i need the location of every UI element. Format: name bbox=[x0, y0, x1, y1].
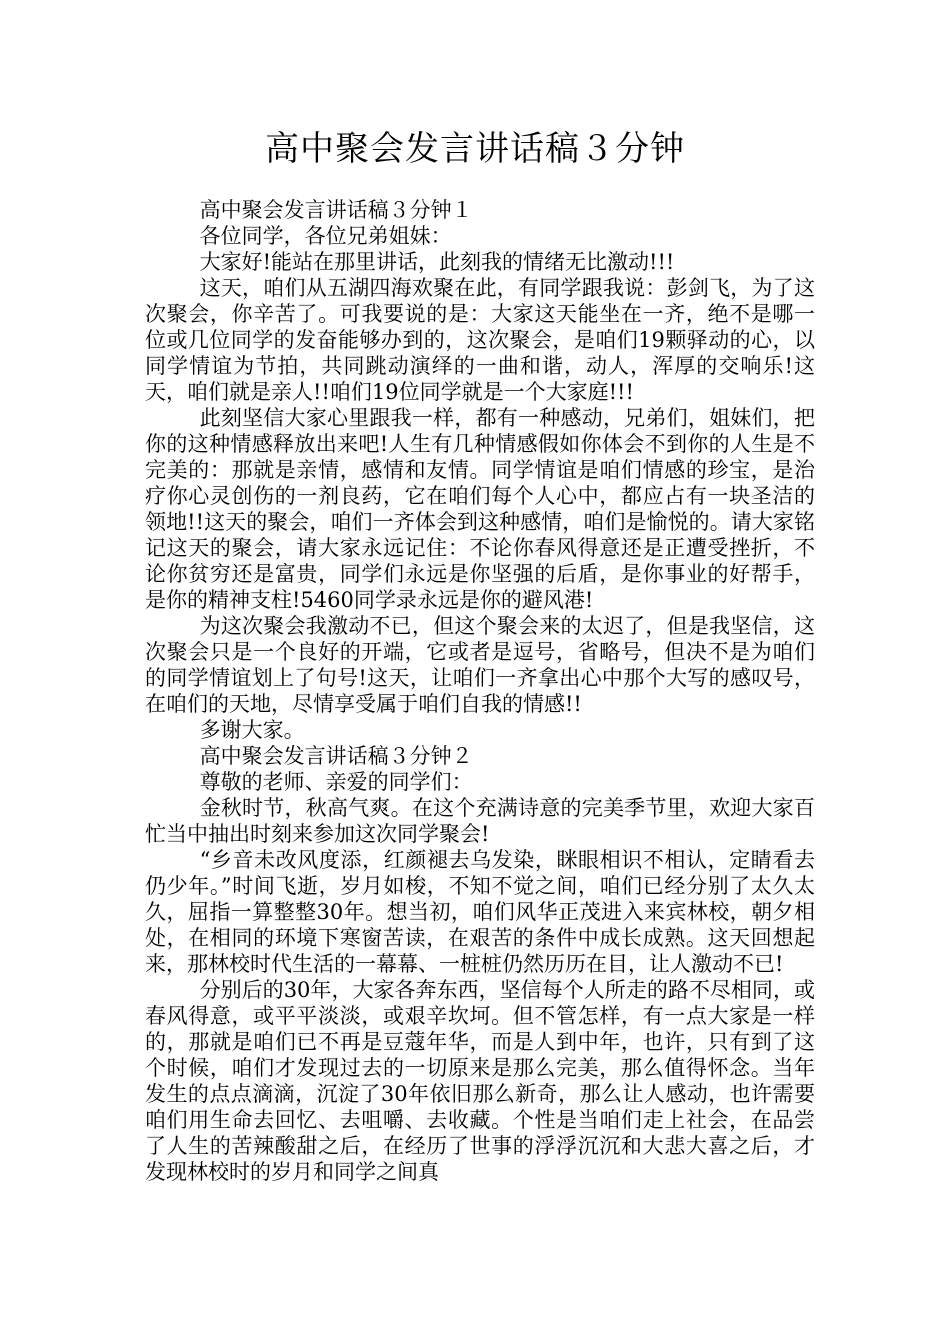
document-title: 高中聚会发言讲话稿３分钟 bbox=[265, 129, 685, 169]
paragraph-beginning: 为这次聚会我激动不已，但这个聚会来的太迟了，但是我坚信，这次聚会只是一个良好的开端，它或者是逗号，省略号，但决不是为咱们的同学情谊划上了句号!这天，让咱们一齐拿出心中那个大写的感叹号，在咱们的天地，尽情享受属于咱们自我的情感!! bbox=[145, 614, 815, 716]
paragraph-thirty-years: 分别后的30年，大家各奔东西，坚信每个人所走的路不尽相同，或春风得意，或平平淡淡，或艰辛坎坷。但不管怎样，有一点大家是一样的，那就是咱们已不再是豆蔻年华，而是人到中年，也许，只有到了这个时候，咱们才发现过去的一切原来是那么完美，那么值得怀念。当年发生的点点滴滴，沉淀了30年依旧那么新奇，那么让人感动，也许需要咱们用生命去回忆、去咀嚼、去收藏。个性是当咱们走上社会，在品尝了人生的苦辣酸甜之后，在经历了世事的浮浮沉沉和大悲大喜之后，才发现林校时的岁月和同学之间真 bbox=[145, 978, 815, 1184]
section-heading-1: 高中聚会发言讲话稿３分钟１ bbox=[199, 198, 473, 222]
paragraph-emotion: 此刻坚信大家心里跟我一样，都有一种感动，兄弟们，姐妹们，把你的这种情感释放出来吧!人生有几种情感假如你体会不到你的人生是不完美的：那就是亲情，感情和友情。同学情谊是咱们情感的珍宝，是治疗你心灵创伤的一剂良药，它在咱们每个人心中，都应占有一块圣洁的领地!!这天的聚会，咱们一齐体会到这种感情，咱们是愉悦的。请大家铭记这天的聚会，请大家永远记住：不论你春风得意还是正遭受挫折，不论你贫穷还是富贵，同学们永远是你坚强的后盾，是你事业的好帮手，是你的精神支柱!5460同学录永远是你的避风港! bbox=[145, 406, 815, 612]
paragraph-gathering: 这天，咱们从五湖四海欢聚在此，有同学跟我说：彭剑飞，为了这次聚会，你辛苦了。可我要说的是：大家这天能坐在一齐，绝不是哪一位或几位同学的发奋能够办到的，这次聚会，是咱们19颗驿动的心，以同学情谊为节拍，共同跳动演绎的一曲和谐，动人，浑厚的交响乐!这天，咱们就是亲人!!咱们19位同学就是一个大家庭!!! bbox=[145, 276, 815, 404]
paragraph-greeting: 大家好!能站在那里讲话，此刻我的情绪无比激动!!! bbox=[199, 250, 675, 274]
section-heading-2: 高中聚会发言讲话稿３分钟２ bbox=[199, 744, 473, 768]
paragraph-thanks: 多谢大家。 bbox=[199, 718, 305, 742]
document-body bbox=[145, 197, 815, 1185]
paragraph-poem: “乡音未改风度添，红颜褪去乌发染，眯眼相识不相认，定睛看去仍少年。”时间飞逝，岁月如梭，不知不觉之间，咱们已经分别了太久太久，屈指一算整整30年。想当初，咱们风华正茂进入来宾林校，朝夕相处，在相同的环境下寒窗苦读，在艰苦的条件中成长成熟。这天回想起来，那林校时代生活的一幕幕、一桩桩仍然历历在目，让人激动不已! bbox=[145, 848, 815, 976]
paragraph-autumn: 金秋时节，秋高气爽。在这个充满诗意的完美季节里，欢迎大家百忙当中抽出时刻来参加这次同学聚会! bbox=[145, 796, 815, 846]
salutation-1: 各位同学，各位兄弟姐妹： bbox=[199, 224, 452, 248]
salutation-2: 尊敬的老师、亲爱的同学们： bbox=[199, 770, 473, 794]
